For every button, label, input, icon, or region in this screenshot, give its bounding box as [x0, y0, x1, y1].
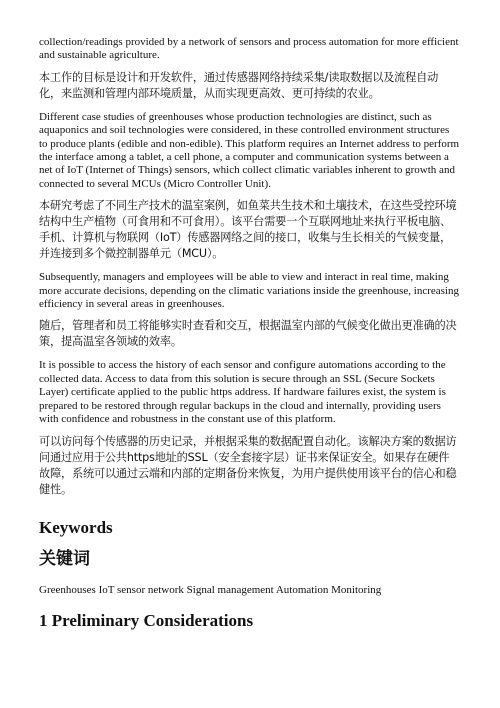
paragraph-3-chinese: 随后，管理者和员工将能够实时查看和交互，根据温室内部的气候变化做出更准确的决策，提高温室各领域的效率。	[39, 319, 457, 349]
section-heading: 1 Preliminary Considerations	[39, 610, 254, 630]
paragraph-2-english: Different case studies of greenhouses whose production technologies are distinct, such as aquaponics and soil technologies were considered, in these controlled environment structures to produce plants (edible and non-edible). This platform requires an Internet address to perform the interface among a tablet, a cell phone, a computer and communication systems between a net of IoT (Internet of Things) sensors, which collect climatic variables inherent to growth and connected to several MCUs (Micro Controller Unit).	[39, 110, 460, 190]
paragraph-4-english: It is possible to access the history of each sensor and configure automations according to the collected data. Access to data from this solution is secure through an SSL (Secure Sockets Layer) certificate applied to the public https address. If hardware failures exist, the system is prepared to be restored through regular backups in the cloud and internally, providing users with confidence and robustness in the constant use of this platform.	[39, 359, 446, 426]
paragraph-1-chinese: 本工作的目标是设计和开发软件，通过传感器网络持续采集/读取数据以及流程自动化，来监测和管理内部环境质量，从而实现更高效、更可持续的农业。	[39, 70, 439, 100]
paragraph-1-english: collection/readings provided by a network of sensors and process automation for more efficient and sustainable agriculture.	[39, 36, 459, 62]
paragraph-3-english: Subsequently, managers and employees will be able to view and interact in real time, making more accurate decisions, depending on the climatic variations inside the greenhouse, increasing efficiency in several areas in greenhouses.	[39, 271, 459, 311]
paragraph-2-chinese: 本研究考虑了不同生产技术的温室案例，如鱼菜共生技术和土壤技术，在这些受控环境结构中生产植物（可食用和不可食用）。该平台需要一个互联网地址来执行平板电脑、手机、计算机与物联网（IoT）传感器网络之间的接口，收集与生长相关的气候变量，并连接到多个微控制器单元（MCU）。	[39, 199, 457, 261]
keywords-heading-english: Keywords	[39, 517, 113, 537]
paragraph-4-chinese: 可以访问每个传感器的历史记录，并根据采集的数据配置自动化。该解决方案的数据访问通过应用于公共https地址的SSL（安全套接字层）证书来保证安全。如果存在硬件故障，系统可以通过云端和内部的定期备份来恢复，为用户提供使用该平台的信心和稳健性。	[39, 434, 457, 496]
keywords-list: Greenhouses IoT sensor network Signal management Automation Monitoring	[39, 583, 382, 596]
keywords-heading-chinese: 关键词	[39, 548, 90, 569]
